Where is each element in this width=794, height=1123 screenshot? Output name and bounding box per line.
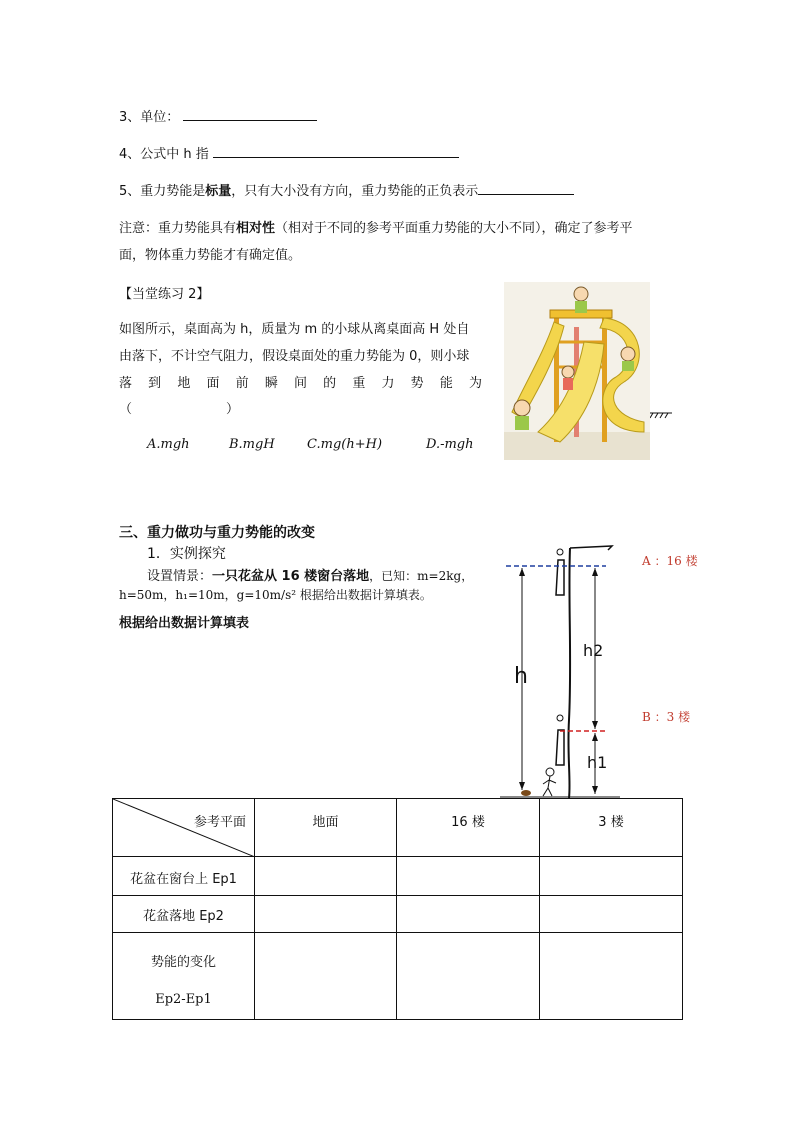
h-blank (213, 145, 459, 158)
column-header-16th-floor: 16 楼 (397, 799, 540, 857)
column-header-ground: 地面 (255, 799, 397, 857)
table-cell[interactable] (397, 857, 540, 896)
label-a-16th-floor: A ：16 楼 (642, 554, 698, 568)
column-header-3rd-floor: 3 楼 (540, 799, 683, 857)
exercise-header: 【当堂练习 2】 (119, 287, 210, 302)
option-c: C.mg(h+H) (307, 437, 383, 452)
table-cell[interactable] (540, 896, 683, 933)
section-title: 三、重力做功与重力势能的改变 (119, 525, 315, 541)
unit-blank (183, 108, 317, 121)
answer-parens: （ ） (119, 402, 240, 417)
table-row (113, 896, 683, 933)
exercise-line-3: 落到地面前瞬间的重力势能为 (119, 376, 491, 391)
energy-table (112, 798, 683, 1020)
option-b: B.mgH (229, 437, 275, 452)
label-h: h (514, 664, 528, 689)
note-line-2: 面，物体重力势能才有确定值。 (119, 248, 302, 263)
table-cell[interactable] (540, 933, 683, 1020)
table-cell[interactable] (397, 896, 540, 933)
option-a: A.mgh (147, 437, 190, 452)
scenario-line: 设置情景：一只花盆从 16 楼窗台落地，已知：m=2kg， (147, 569, 474, 584)
table-row (113, 933, 683, 1020)
table-header-row (113, 799, 683, 857)
corner-header-cell: 参考平面 (113, 799, 255, 857)
row-label: 势能的变化 Ep2-Ep1 (113, 933, 255, 1020)
item-unit: 3、单位： (119, 106, 317, 125)
compute-heading: 根据给出数据计算填表 (119, 616, 250, 631)
item-scalar: 5、重力势能是标量，只有大小没有方向，重力势能的正负表示 (119, 180, 574, 199)
label-h1: h1 (587, 753, 608, 772)
table-row (113, 857, 683, 896)
option-d: D.-mgh (426, 437, 474, 452)
exercise-line-2: 由落下，不计空气阻力，假设桌面处的重力势能为 0，则小球 (119, 349, 470, 364)
table-cell[interactable] (397, 933, 540, 1020)
row-label: 花盆在窗台上 Ep1 (113, 857, 255, 896)
sign-blank (478, 182, 574, 195)
item-h-meaning: 4、公式中 h 指 (119, 143, 459, 162)
row-label: 花盆落地 Ep2 (113, 896, 255, 933)
note-line-1: 注意：重力势能具有相对性（相对于不同的参考平面重力势能的大小不同），确定了参考平 (119, 221, 633, 236)
table-cell[interactable] (255, 933, 397, 1020)
slide-illustration (504, 282, 650, 460)
section-subtitle: 1．实例探究 (147, 546, 226, 562)
exercise-line-1: 如图所示，桌面高为 h，质量为 m 的小球从离桌面高 H 处自 (119, 322, 470, 337)
label-b-3rd-floor: B ：3 楼 (642, 710, 691, 724)
surface-hatch (650, 410, 672, 420)
given-line: h=50m，h₁=10m，g=10m/s² 根据给出数据计算填表。 (119, 588, 432, 602)
table-cell[interactable] (255, 857, 397, 896)
table-cell[interactable] (540, 857, 683, 896)
label-h2: h2 (583, 641, 604, 660)
table-cell[interactable] (255, 896, 397, 933)
